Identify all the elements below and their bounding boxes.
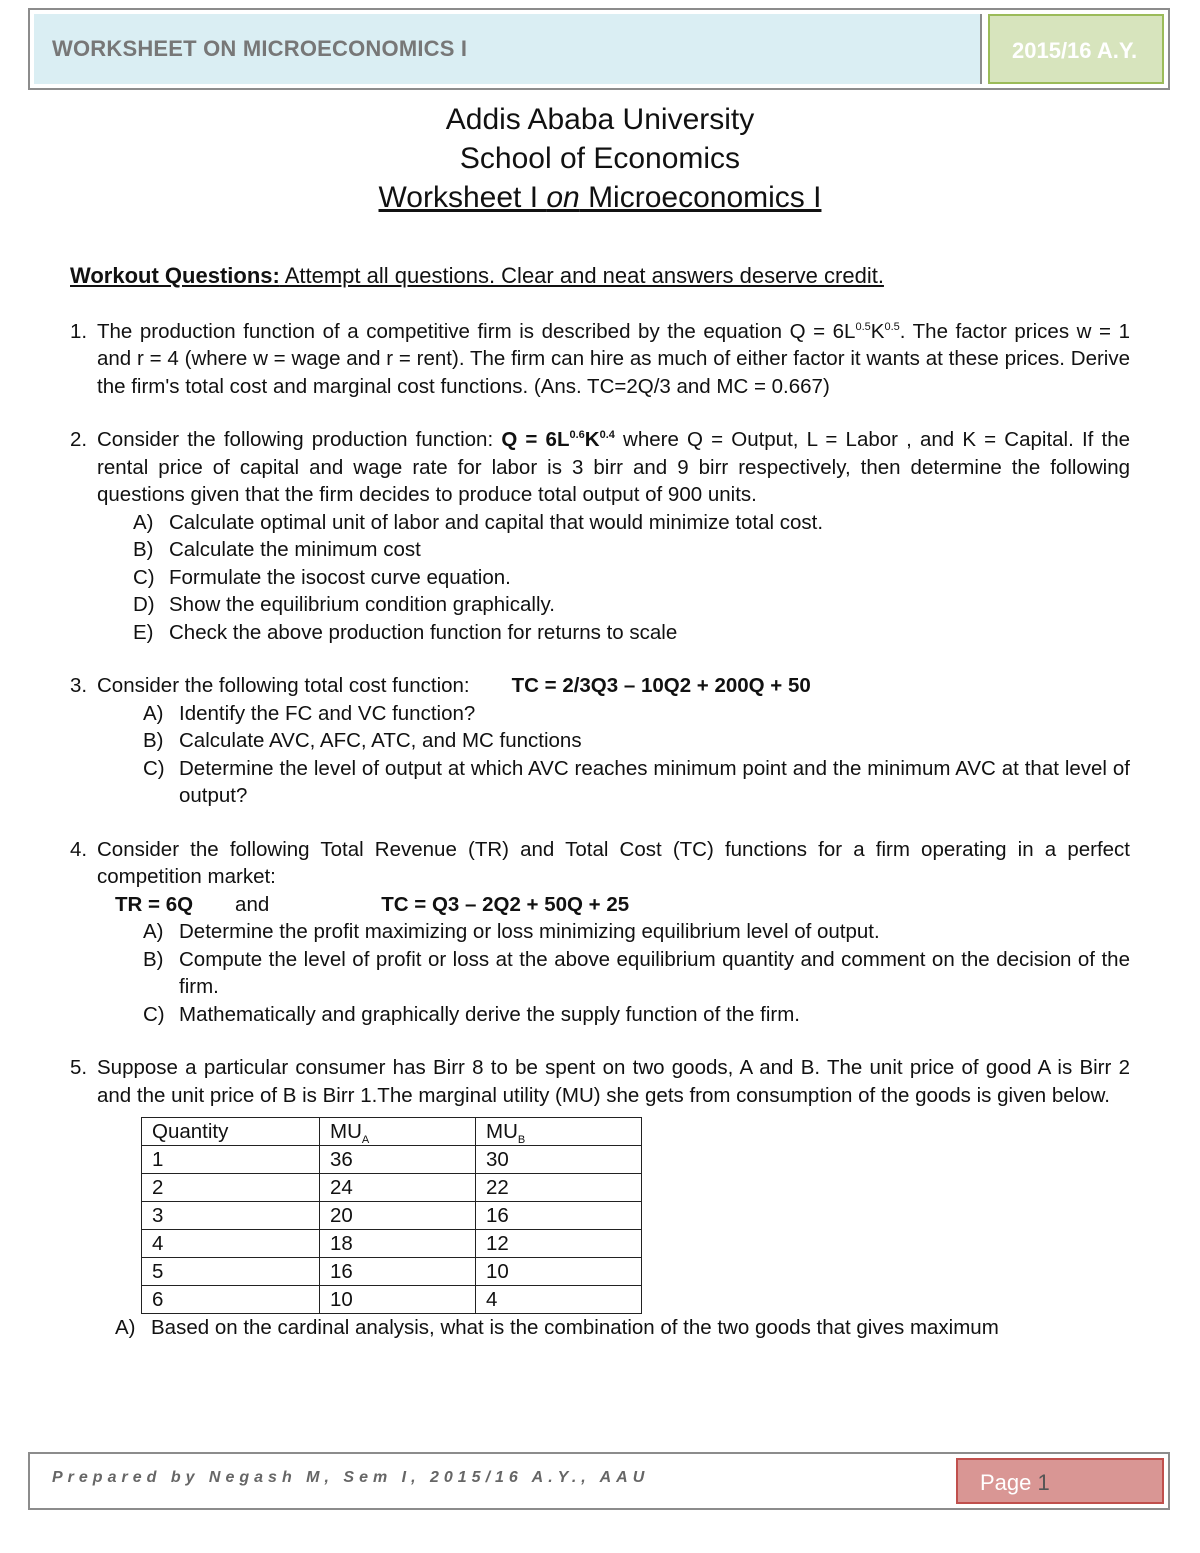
sub-label: E) <box>133 620 154 644</box>
sub-label: A) <box>133 510 154 534</box>
table-row <box>142 1146 642 1174</box>
cell-quantity: 4 <box>142 1230 320 1258</box>
q2-eq-part-2: K <box>584 428 600 451</box>
page-footer <box>28 1452 1170 1510</box>
sub-label: A) <box>115 1316 136 1339</box>
page-label <box>980 1470 1050 1496</box>
q2-text-2: where Q = Output, L = Labor , and K = Capital. If the rental price of capital and wage rate for labor is 3 birr and 9 birr respectively, then determine the following questions given that the firm decides to produce total output of 900 units. <box>97 428 1131 506</box>
worksheet-title <box>0 178 1200 217</box>
q4-sub-b <box>143 946 1130 1001</box>
sub-label: C) <box>143 756 165 780</box>
header-title: WORKSHEET ON MICROECONOMICS I <box>52 36 468 61</box>
page-label-text: Page <box>980 1470 1038 1495</box>
q4-text: Consider the following Total Revenue (TR) and Total Cost (TC) functions for a firm operating in a perfect competition market: <box>97 837 1130 888</box>
q4-equations <box>115 891 1130 919</box>
q2-equation <box>501 428 615 451</box>
q1-text-3: . The factor prices w = 1 and r = 4 (where w = wage and r = rent). The firm can hire as much of either factor it wants at these prices. Derive the firm's total cost and marginal cost functions. (Ans. TC=2Q/3 and MC = 0.667) <box>97 319 1130 398</box>
cell-quantity: 3 <box>142 1202 320 1230</box>
sub-text: Formulate the isocost curve equation. <box>169 565 511 589</box>
sub-text: Determine the level of output at which AVC reaches minimum point and the minimum AVC at that level of output? <box>179 756 1130 807</box>
university-name: Addis Ababa University <box>445 103 755 136</box>
sub-text: Mathematically and graphically derive the supply function of the firm. <box>179 1002 801 1026</box>
sub-label: B) <box>133 538 154 561</box>
q4-sub-c <box>143 1001 1130 1029</box>
q4-sub-a <box>143 918 1130 946</box>
q3-sub-b <box>143 727 1130 755</box>
q3-sub-a <box>143 700 1130 728</box>
cell-mua: 20 <box>320 1202 476 1230</box>
table-row <box>142 1174 642 1202</box>
table-row <box>142 1286 642 1314</box>
header-mua-sub: A <box>361 1134 370 1147</box>
worksheet-title-em: on <box>546 181 580 214</box>
q1-text-2: K <box>870 319 885 343</box>
cell-mua: 10 <box>320 1286 476 1314</box>
sub-label: C) <box>133 565 155 589</box>
sub-text: Calculate AVC, AFC, ATC, and MC functions <box>179 729 582 752</box>
q2-sub-e <box>133 619 1130 647</box>
q5-sub-a <box>115 1314 1130 1342</box>
header-mub-sub: B <box>517 1134 526 1147</box>
question-number: 2. <box>70 428 88 451</box>
sub-text: Identify the FC and VC function? <box>179 701 476 725</box>
sub-label: A) <box>143 920 164 943</box>
cell-mub: 10 <box>476 1258 642 1286</box>
cell-mub: 4 <box>476 1286 642 1314</box>
sub-text: Compute the level of profit or loss at the above equilibrium quantity and comment on the decision of the firm. <box>179 947 1130 998</box>
question-number: 1. <box>70 319 88 343</box>
q3-sub-c <box>143 755 1130 810</box>
header-year-box <box>988 14 1164 84</box>
sub-label: A) <box>143 701 164 725</box>
q2-exp-1: 0.6 <box>569 429 585 442</box>
sub-text: Determine the profit maximizing or loss minimizing equilibrium level of output. <box>179 920 880 943</box>
q5-text: Suppose a particular consumer has Birr 8 to be spent on two goods, A and B. The unit price of good A is Birr 2 and the unit price of B is Birr 1.The marginal utility (MU) she gets from consumption of the goods is given below. <box>97 1056 1130 1107</box>
q2-eq-part-1: Q = 6L <box>501 428 570 451</box>
q2-text-1: Consider the following production function: <box>97 428 502 451</box>
cell-mua: 24 <box>320 1174 476 1202</box>
q2-sub-b <box>133 536 1130 564</box>
worksheet-title-pre: Worksheet I <box>378 181 547 214</box>
instructions-label: Workout Questions: <box>70 263 280 288</box>
q4-tr-equation: TR = 6Q <box>115 892 194 916</box>
sub-text: Calculate optimal unit of labor and capital that would minimize total cost. <box>169 510 824 534</box>
q4-tc-equation: TC = Q3 – 2Q2 + 50Q + 25 <box>381 892 630 916</box>
sub-text: Show the equilibrium condition graphically. <box>169 593 555 616</box>
sub-label: B) <box>143 947 164 971</box>
question-3 <box>70 672 1130 810</box>
worksheet-title-post: Microeconomics I <box>579 181 822 214</box>
header-year: 2015/16 A.Y. <box>1012 38 1138 63</box>
worksheet-content <box>70 262 1130 1342</box>
cell-mua: 36 <box>320 1146 476 1174</box>
instructions <box>70 262 1130 290</box>
page-header <box>28 8 1170 90</box>
cell-mua: 16 <box>320 1258 476 1286</box>
question-number: 3. <box>70 674 88 697</box>
header-mub <box>476 1118 642 1146</box>
question-5 <box>70 1054 1130 1342</box>
q2-sub-d <box>133 591 1130 619</box>
cell-mub: 12 <box>476 1230 642 1258</box>
mu-table <box>141 1117 642 1314</box>
q2-exp-2: 0.4 <box>599 429 615 442</box>
header-mua-text: MU <box>330 1120 362 1143</box>
q1-exp-1: 0.5 <box>855 320 871 333</box>
sub-text: Calculate the minimum cost <box>169 538 421 561</box>
cell-mub: 30 <box>476 1146 642 1174</box>
question-2 <box>70 426 1130 646</box>
table-row <box>142 1230 642 1258</box>
sub-label: B) <box>143 729 164 752</box>
header-title-box <box>34 14 982 84</box>
q4-and: and <box>235 892 270 916</box>
question-4 <box>70 836 1130 1029</box>
q1-exp-2: 0.5 <box>884 320 900 333</box>
question-number: 5. <box>70 1056 88 1079</box>
q3-equation: TC = 2/3Q3 – 10Q2 + 200Q + 50 <box>511 674 811 697</box>
cell-quantity: 1 <box>142 1146 320 1174</box>
sub-label: D) <box>133 593 155 616</box>
page-number: 1 <box>1037 1470 1050 1495</box>
q2-sub-c <box>133 564 1130 592</box>
sub-label: C) <box>143 1002 165 1026</box>
q2-sub-a <box>133 509 1130 537</box>
instructions-text: Attempt all questions. Clear and neat answers deserve credit. <box>279 263 884 288</box>
page-number-box <box>956 1458 1164 1504</box>
table-row <box>142 1258 642 1286</box>
cell-quantity: 6 <box>142 1286 320 1314</box>
sub-text: Check the above production function for returns to scale <box>169 620 678 644</box>
cell-quantity: 5 <box>142 1258 320 1286</box>
cell-quantity: 2 <box>142 1174 320 1202</box>
q1-text-1: The production function of a competitive firm is described by the equation Q = 6L <box>97 319 856 343</box>
cell-mub: 16 <box>476 1202 642 1230</box>
question-1 <box>70 318 1130 401</box>
title-block <box>0 100 1200 217</box>
cell-mub: 22 <box>476 1174 642 1202</box>
table-row <box>142 1202 642 1230</box>
sub-text: Based on the cardinal analysis, what is the combination of the two goods that gives maximum <box>151 1316 999 1339</box>
q3-text: Consider the following total cost function: <box>97 674 470 697</box>
footer-credit: Prepared by Negash M, Sem I, 2015/16 A.Y., AAU <box>52 1469 650 1486</box>
header-mua <box>320 1118 476 1146</box>
school-name: School of Economics <box>459 142 741 175</box>
header-mub-text: MU <box>486 1120 518 1143</box>
table-header-row <box>142 1118 642 1146</box>
header-quantity: Quantity <box>142 1118 320 1146</box>
cell-mua: 18 <box>320 1230 476 1258</box>
question-number: 4. <box>70 837 88 861</box>
